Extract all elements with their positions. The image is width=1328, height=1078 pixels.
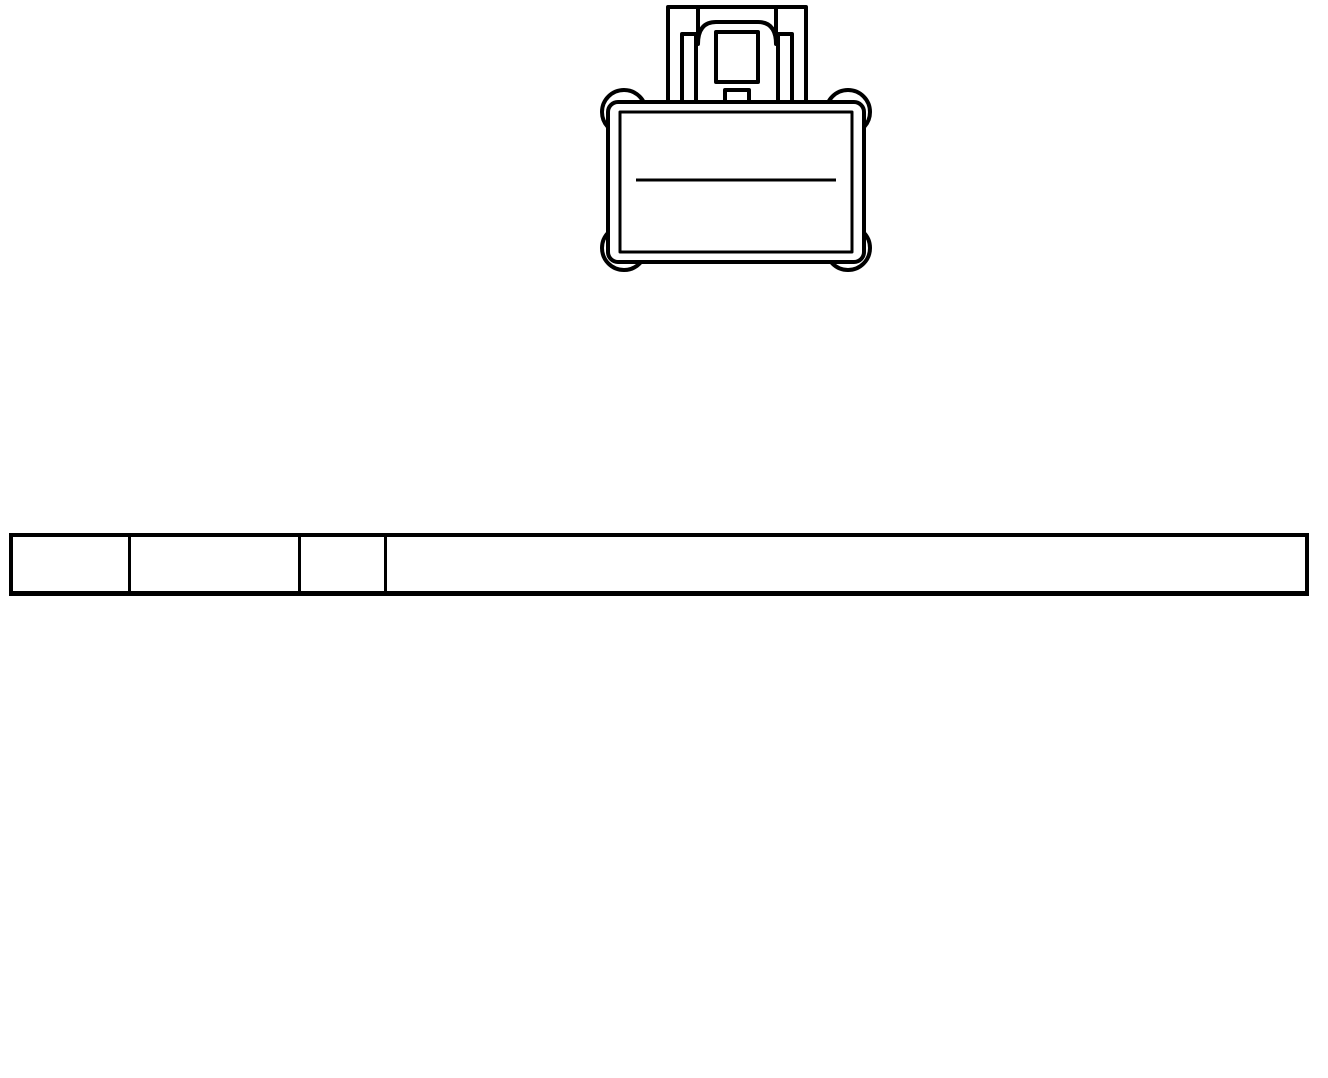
- header-description: [385, 535, 1307, 594]
- latch-tab: [716, 32, 758, 82]
- connector-diagram: [598, 4, 874, 274]
- latch-side-left: [682, 34, 696, 104]
- header-wire-color: [129, 535, 299, 594]
- header-cavity: [11, 535, 129, 594]
- table-header-row: [11, 535, 1307, 594]
- header-ckt: [299, 535, 385, 594]
- connector-face: [620, 112, 852, 252]
- latch-side-right: [778, 34, 792, 104]
- pinout-table: [9, 533, 1309, 596]
